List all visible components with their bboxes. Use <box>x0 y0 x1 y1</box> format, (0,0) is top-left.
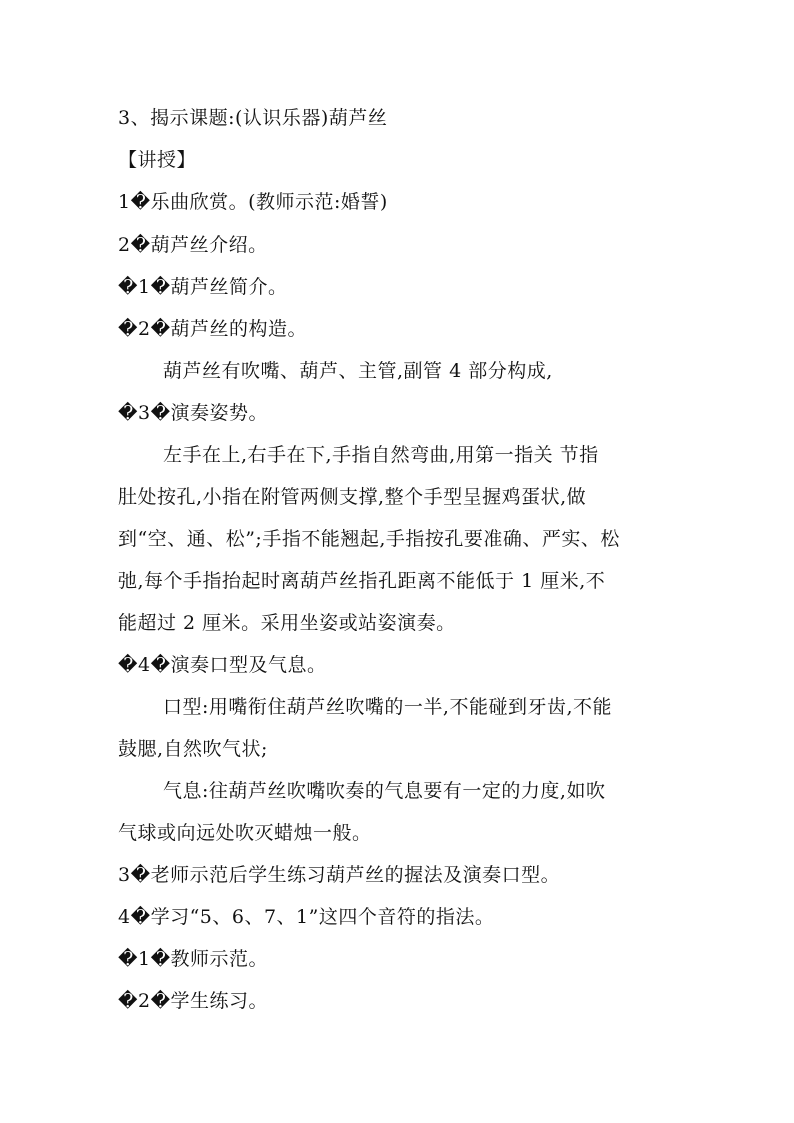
list-item-fingering: 4�学习“5、6、7、1”这四个音符的指法。 <box>118 906 495 928</box>
sub-item-mouth-breath: �4�演奏口型及气息。 <box>118 654 327 676</box>
section-title: 3、揭示课题:(认识乐器)葫芦丝 <box>118 107 388 129</box>
sub-item-brief: �1�葫芦丝简介。 <box>118 276 288 298</box>
sub-item-teacher-demo: �1�教师示范。 <box>118 948 269 970</box>
paragraph-breath-line-1: 气息:往葫芦丝吹嘴吹奏的气息要有一定的力度,如吹 <box>163 780 606 802</box>
section-heading-lecture: 【讲授】 <box>118 149 197 171</box>
list-item-practice: 3�老师示范后学生练习葫芦丝的握法及演奏口型。 <box>118 864 561 886</box>
paragraph-mouth-line-2: 鼓腮,自然吹气状; <box>118 738 268 760</box>
sub-item-student-practice: �2�学生练习。 <box>118 990 269 1012</box>
paragraph-posture-line-1: 左手在上,右手在下,手指自然弯曲,用第一指关 节指 <box>163 444 599 466</box>
sub-item-structure: �2�葫芦丝的构造。 <box>118 318 308 340</box>
paragraph-posture-line-4: 弛,每个手指抬起时离葫芦丝指孔距离不能低于 1 厘米,不 <box>118 570 606 592</box>
paragraph-mouth-line-1: 口型:用嘴衔住葫芦丝吹嘴的一半,不能碰到牙齿,不能 <box>163 696 612 718</box>
sub-item-posture: �3�演奏姿势。 <box>118 402 269 424</box>
list-item-music-appreciation: 1�乐曲欣赏。(教师示范:婚誓) <box>118 191 388 213</box>
paragraph-posture-line-5: 能超过 2 厘米。采用坐姿或站姿演奏。 <box>118 612 456 634</box>
paragraph-breath-line-2: 气球或向远处吹灭蜡烛一般。 <box>118 822 372 844</box>
list-item-hulusi-intro: 2�葫芦丝介绍。 <box>118 234 268 256</box>
paragraph-posture-line-3: 到“空、通、松”;手指不能翘起,手指按孔要准确、严实、松 <box>118 528 620 550</box>
paragraph-posture-line-2: 肚处按孔,小指在附管两侧支撑,整个手型呈握鸡蛋状,做 <box>118 486 587 508</box>
paragraph-structure: 葫芦丝有吹嘴、葫芦、主管,副管 4 部分构成, <box>163 360 553 382</box>
